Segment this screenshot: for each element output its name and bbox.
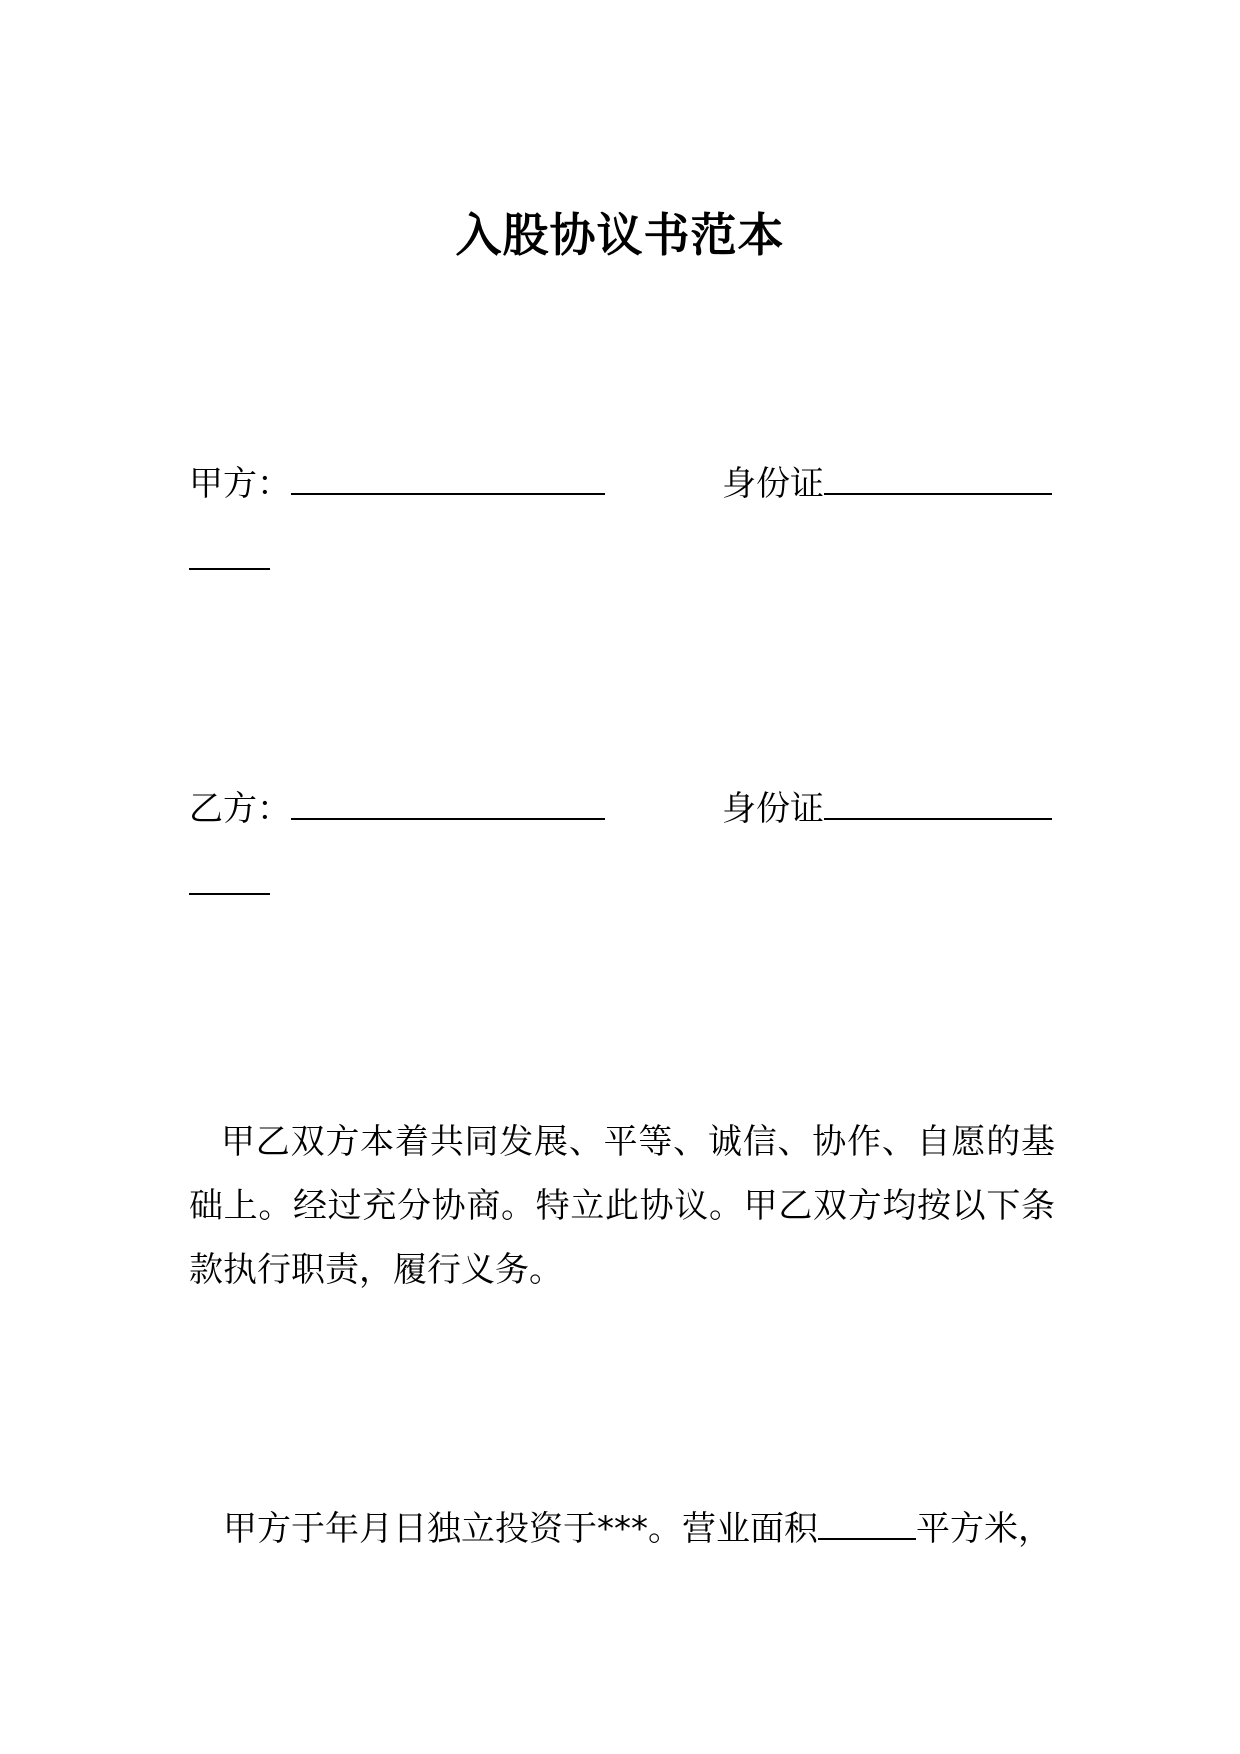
party-a-id-continuation [189, 530, 270, 584]
party-b-id-label: 身份证 [722, 789, 824, 829]
party-b-line [189, 780, 605, 834]
party-b-id-blank-continued [189, 855, 270, 895]
party-a-name-blank [291, 455, 605, 495]
party-a-line [189, 455, 605, 509]
investment-prefix: 甲方于年月日独立投资于***。营业面积 [223, 1509, 818, 1549]
party-a-id-line [722, 455, 1052, 509]
party-a-id-blank-continued [189, 530, 270, 570]
document-title: 入股协议书范本 [455, 208, 785, 262]
investment-line [223, 1500, 1052, 1554]
party-b-id-blank [824, 780, 1052, 820]
party-a-id-label: 身份证 [722, 464, 824, 504]
party-a-id-blank [824, 455, 1052, 495]
party-b-name-blank [291, 780, 605, 820]
intro-paragraph: 甲乙双方本着共同发展、平等、诚信、协作、自愿的基础上。经过充分协商。特立此协议。甲乙双方均按以下条款执行职责，履行义务。 [189, 1122, 1055, 1290]
area-blank [818, 1500, 916, 1540]
party-b-id-line [722, 780, 1052, 834]
party-b-id-continuation [189, 855, 270, 909]
party-b-label: 乙方： [189, 789, 291, 829]
party-a-label: 甲方： [189, 464, 291, 504]
investment-suffix: 平方米， [916, 1509, 1052, 1549]
